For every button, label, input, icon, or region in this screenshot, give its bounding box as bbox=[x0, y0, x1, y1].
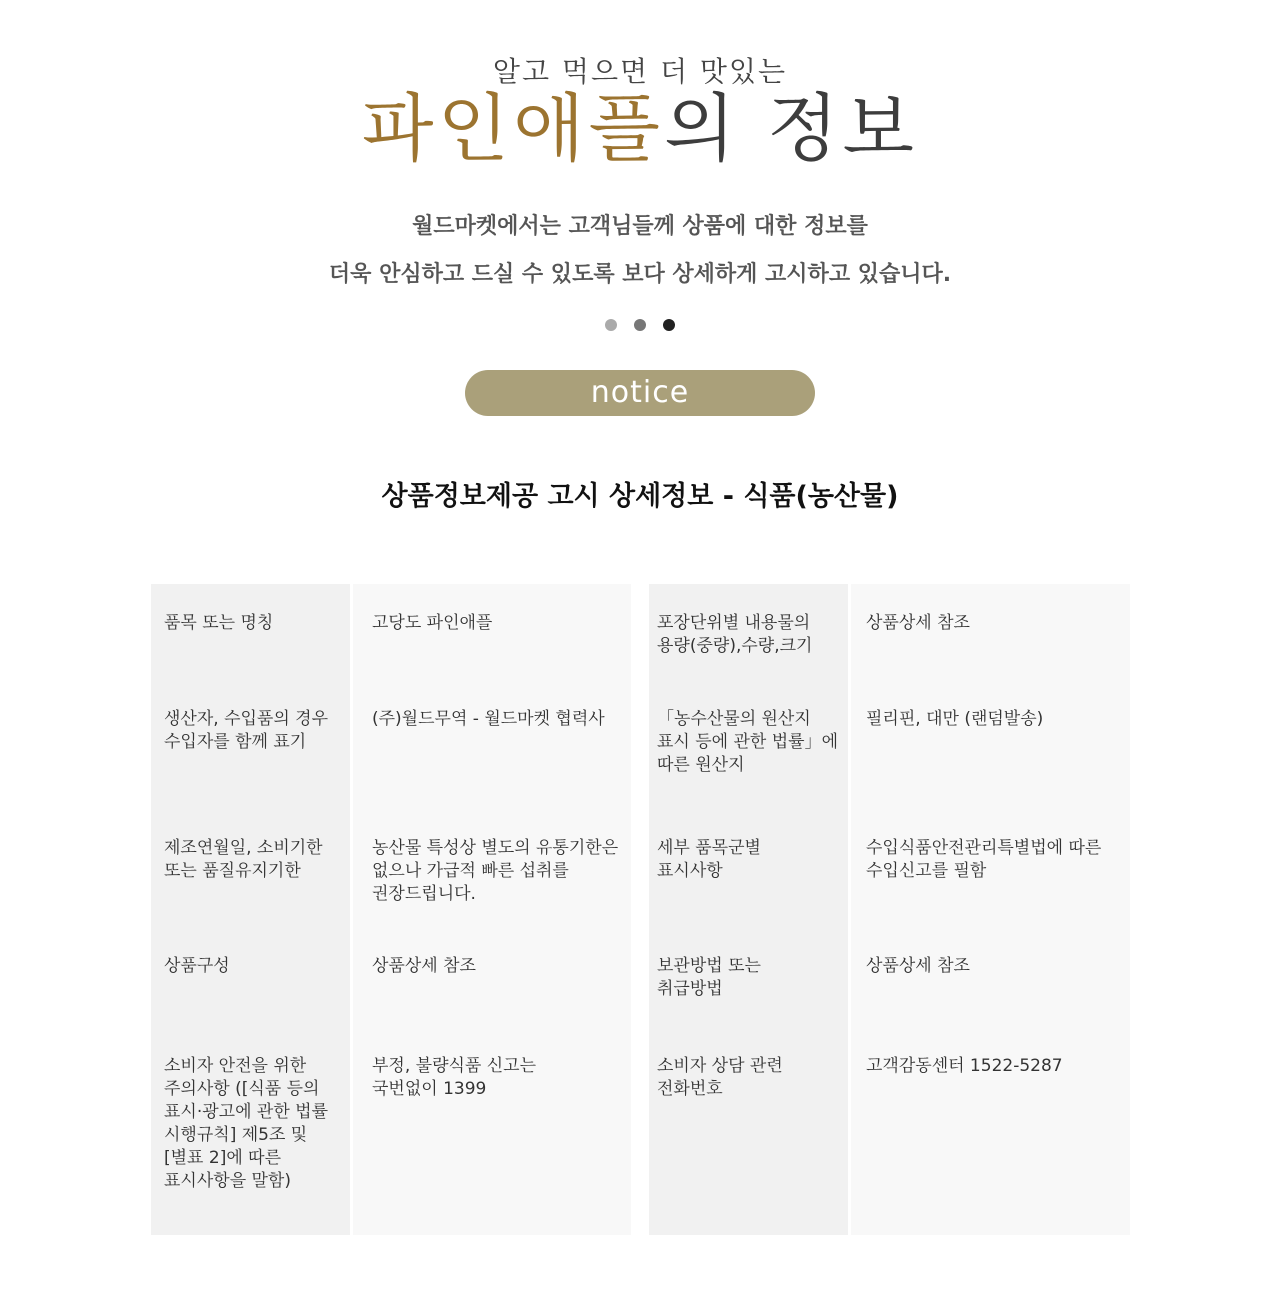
table-cell-label: 소비자 안전을 위한 주의사항 ([식품 등의 표시·광고에 관한 법률 시행규칙] 제5조 및 [별표 2]에 따른 표시사항을 말함) bbox=[164, 1056, 329, 1191]
table-cell-value: 고객감동센터 1522-5287 bbox=[866, 1056, 1063, 1076]
carousel-dot-1[interactable] bbox=[605, 319, 617, 331]
carousel-dot-2[interactable] bbox=[634, 319, 646, 331]
carousel-dot-3[interactable] bbox=[663, 319, 675, 331]
table-cell-label: 상품구성 bbox=[164, 956, 230, 976]
page-title bbox=[0, 86, 1280, 172]
table-cell-label: 품목 또는 명칭 bbox=[164, 613, 274, 633]
description-line-1: 월드마켓에서는 고객님들께 상품에 대한 정보를 bbox=[412, 214, 868, 239]
title-accent: 파인애플 bbox=[362, 86, 664, 172]
right-label-column bbox=[649, 584, 848, 1235]
product-info-table bbox=[151, 584, 1130, 1235]
table-cell-label: 포장단위별 내용물의 용량(중량),수량,크기 bbox=[657, 613, 813, 656]
notice-badge: notice bbox=[465, 370, 815, 416]
table-cell-value: 상품상세 참조 bbox=[866, 956, 970, 976]
table-cell-value: 상품상세 참조 bbox=[372, 956, 476, 976]
table-cell-value: 고당도 파인애플 bbox=[372, 613, 493, 633]
table-cell-value: 농산물 특성상 별도의 유통기한은 없으나 가급적 빠른 섭취를 권장드립니다. bbox=[372, 838, 619, 904]
table-cell-label: 보관방법 또는 취급방법 bbox=[657, 956, 761, 999]
table-cell-value: 필리핀, 대만 (랜덤발송) bbox=[866, 709, 1044, 729]
description bbox=[0, 203, 1280, 299]
title-rest: 의 정보 bbox=[663, 86, 918, 172]
table-cell-label: 「농수산물의 원산지 표시 등에 관한 법률」에 따른 원산지 bbox=[657, 709, 839, 775]
table-cell-value: 부정, 불량식품 신고는 국번없이 1399 bbox=[372, 1056, 537, 1099]
section-title: 상품정보제공 고시 상세정보 - 식품(농산물) bbox=[381, 481, 899, 512]
tagline: 알고 먹으면 더 맛있는 bbox=[492, 55, 788, 88]
left-value-column bbox=[353, 584, 631, 1235]
table-cell-label: 소비자 상담 관련 전화번호 bbox=[657, 1056, 783, 1099]
table-cell-label: 세부 품목군별 표시사항 bbox=[657, 838, 761, 881]
description-line-2: 더욱 안심하고 드실 수 있도록 보다 상세하게 고시하고 있습니다. bbox=[328, 262, 952, 287]
table-cell-value: (주)월드무역 - 월드마켓 협력사 bbox=[372, 709, 605, 729]
table-cell-label: 제조연월일, 소비기한 또는 품질유지기한 bbox=[164, 838, 323, 881]
right-value-column bbox=[851, 584, 1130, 1235]
table-cell-value: 수입식품안전관리특별법에 따른 수입신고를 필함 bbox=[866, 838, 1102, 881]
carousel-dots bbox=[0, 319, 1280, 331]
table-cell-label: 생산자, 수입품의 경우 수입자를 함께 표기 bbox=[164, 709, 329, 752]
table-cell-value: 상품상세 참조 bbox=[866, 613, 970, 633]
